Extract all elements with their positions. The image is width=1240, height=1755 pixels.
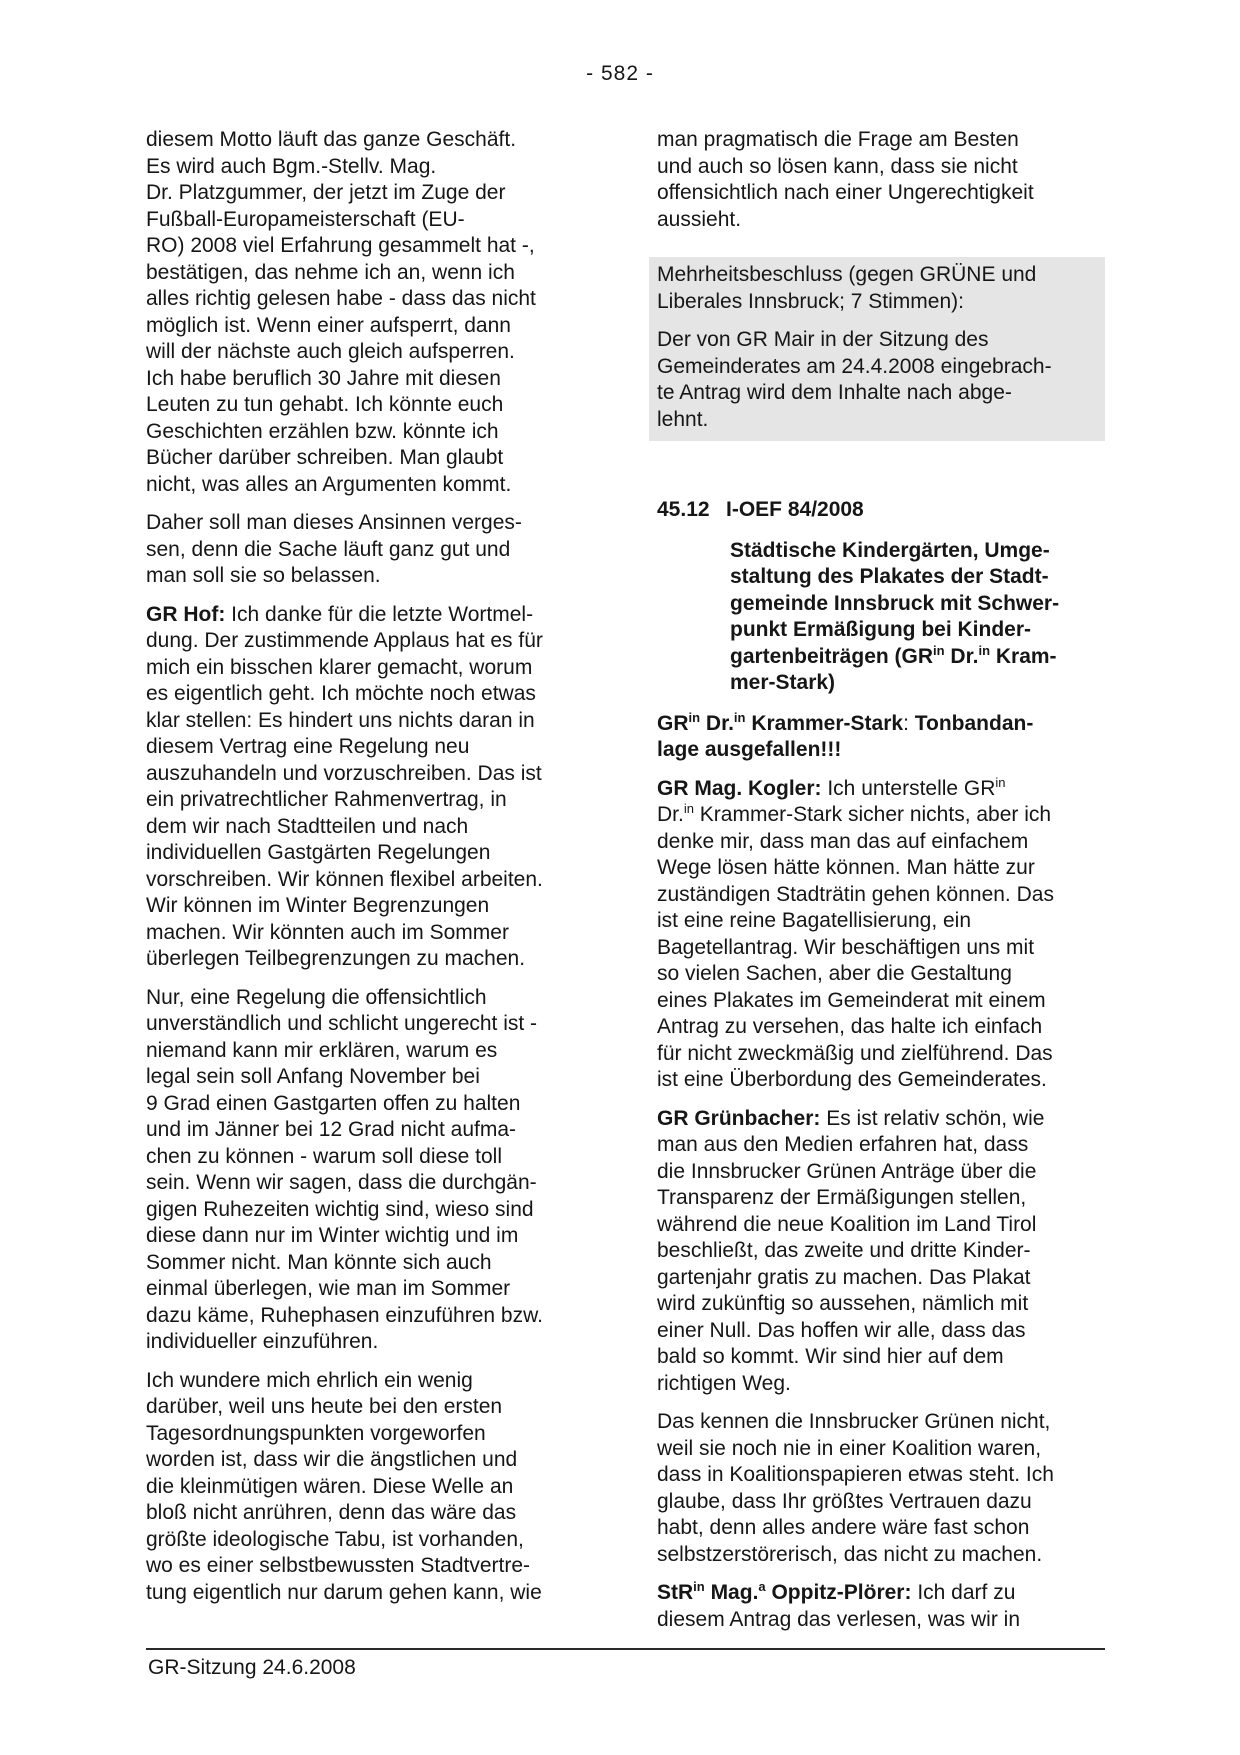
text-line	[657, 776, 1097, 803]
text-line: worden ist, dass wir die ängstlichen und	[146, 1448, 518, 1471]
text-line: dung. Der zustimmende Applaus hat es für	[146, 629, 543, 652]
page-number: - 582 -	[586, 62, 654, 85]
paragraph	[146, 510, 556, 590]
text-line: bloß nicht anrühren, denn das wäre das	[146, 1501, 517, 1524]
agenda-item-heading	[657, 497, 1097, 524]
bold-text: Oppitz-Plörer:	[765, 1581, 912, 1604]
text-line: Ich habe beruflich 30 Jahre mit diesen	[146, 366, 501, 390]
superscript-text: in	[978, 642, 991, 658]
footer-divider	[146, 1648, 1105, 1650]
paragraph	[146, 127, 556, 498]
text-line: klar stellen: Es hindert uns nichts daran in	[146, 708, 535, 732]
text-line: lehnt.	[657, 407, 709, 431]
text-line: so vielen Sachen, aber die Gestaltung	[657, 962, 1012, 985]
text-line: man aus den Medien erfahren hat, dass	[657, 1133, 1029, 1156]
text-line: und im Jänner bei 12 Grad nicht aufma-	[146, 1118, 517, 1141]
text-line: vorschreiben. Wir können flexibel arbeiten.	[146, 867, 543, 891]
text-line: habt, denn alles andere wäre fast schon	[657, 1516, 1030, 1539]
decision-highlight-box	[649, 257, 1105, 441]
paragraph	[146, 985, 556, 1356]
text-line: selbstzerstörerisch, das nicht zu machen.	[657, 1542, 1043, 1566]
text-line: einer Null. Das hoffen wir alle, dass das	[657, 1318, 1026, 1342]
bold-text: Krammer-Stark sicher nichts, aber ich	[693, 803, 1052, 826]
bold-text: Ich unterstelle GR	[821, 776, 996, 800]
text-line: die Innsbrucker Grünen Anträge über die	[657, 1159, 1037, 1183]
text-line: diesem Motto läuft das ganze Geschäft.	[146, 128, 517, 151]
superscript-text: in	[693, 1579, 705, 1594]
agenda-item-number: 45.12	[657, 498, 710, 521]
superscript-text: in	[933, 642, 945, 658]
text-line: sein. Wenn wir sagen, dass die durchgän-	[146, 1171, 537, 1194]
bold-text: Krammer-Stark	[745, 711, 904, 735]
text-line: sen, denn die Sache läuft ganz gut und	[146, 537, 511, 561]
text-line: diesem Vertrag eine Regelung neu	[146, 735, 470, 758]
bold-text: gartenbeiträgen (GR	[730, 644, 934, 668]
text-line: dass in Koalitionspapieren etwas steht. Ich	[657, 1463, 1054, 1486]
text-line: zuständigen Stadträtin gehen können. Das	[657, 882, 1054, 906]
text-line: Sommer nicht. Man könnte sich auch	[146, 1250, 492, 1274]
superscript-text: in	[733, 709, 746, 725]
text-line	[146, 602, 556, 629]
text-line: 9 Grad einen Gastgarten offen zu halten	[146, 1091, 521, 1115]
text-line: Der von GR Mair in der Sitzung des	[657, 328, 989, 351]
text-line: einmal überlegen, wie man im Sommer	[146, 1277, 511, 1300]
paragraph	[657, 711, 1097, 764]
bold-text: GR Hof:	[146, 602, 226, 626]
paragraph	[657, 127, 1097, 233]
text-line	[657, 1106, 1097, 1133]
text-line: staltung des Plakates der Stadt-	[730, 565, 1049, 588]
bold-text: GR Mag. Kogler:	[657, 776, 822, 800]
text-line: unverständlich und schlicht ungerecht ist -	[146, 1012, 538, 1035]
text-line: chen zu können - warum soll diese toll	[146, 1144, 503, 1168]
agenda-item-id: I-OEF 84/2008	[726, 498, 864, 521]
text-line: Geschichten erzählen bzw. könnte ich	[146, 419, 499, 443]
paragraph	[657, 1409, 1097, 1568]
text-line: Wege lösen hätte können. Man hätte zur	[657, 856, 1035, 879]
text-line: man soll sie so belassen.	[146, 564, 381, 587]
paragraph	[657, 776, 1097, 1094]
text-line: eines Plakates im Gemeinderat mit einem	[657, 988, 1046, 1012]
bold-text: Dr.	[700, 711, 734, 735]
text-line: weil sie noch nie in einer Koalition waren,	[657, 1436, 1042, 1460]
text-line: Das kennen die Innsbrucker Grünen nicht,	[657, 1410, 1051, 1433]
bold-text: Ich danke für die letzte Wortmel-	[225, 602, 534, 626]
bold-text: Dr.	[657, 803, 684, 826]
bold-text: :	[903, 711, 915, 735]
bold-text: Mag.	[704, 1581, 759, 1604]
text-line: bald so kommt. Wir sind hier auf dem	[657, 1345, 1004, 1368]
text-line: Städtische Kindergärten, Umge-	[730, 538, 1050, 562]
text-line: te Antrag wird dem Inhalte nach abge-	[657, 381, 1012, 404]
text-line: Bücher darüber schreiben. Man glaubt	[146, 446, 504, 469]
text-line	[730, 644, 1097, 671]
text-line: gemeinde Innsbruck mit Schwer-	[730, 591, 1060, 615]
text-line: Nur, eine Regelung die offensichtlich	[146, 985, 487, 1009]
right-column	[657, 127, 1097, 1645]
text-line: legal sein soll Anfang November bei	[146, 1065, 480, 1088]
text-line: Dr. Platzgummer, der jetzt im Zuge der	[146, 181, 506, 204]
text-line: Gemeinderates am 24.4.2008 eingebrach-	[657, 354, 1052, 378]
text-line: Transparenz der Ermäßigungen stellen,	[657, 1186, 1027, 1209]
text-line: individueller einzuführen.	[146, 1330, 379, 1353]
bold-text: GR	[657, 711, 689, 735]
text-line: Antrag zu versehen, das halte ich einfach	[657, 1015, 1043, 1038]
text-line: wo es einer selbstbewussten Stadtvertre-	[146, 1554, 531, 1577]
text-line: gartenjahr gratis zu machen. Das Plakat	[657, 1265, 1031, 1289]
text-line: diesem Antrag das verlesen, was wir in	[657, 1607, 1020, 1631]
bold-text: GR Grünbacher:	[657, 1106, 821, 1130]
text-line: denke mir, dass man das auf einfachem	[657, 829, 1029, 853]
text-line: will der nächste auch gleich aufsperren.	[146, 340, 515, 363]
text-line: darüber, weil uns heute bei den ersten	[146, 1395, 503, 1418]
left-column	[146, 127, 556, 1618]
text-line: ein privatrechtlicher Rahmenvertrag, in	[146, 788, 507, 811]
text-line: Mehrheitsbeschluss (gegen GRÜNE und	[657, 263, 1037, 286]
bold-text: Dr.	[944, 644, 979, 668]
text-line	[657, 737, 1097, 764]
text-line: nicht, was alles an Argumenten kommt.	[146, 472, 512, 496]
agenda-item-title	[657, 538, 1097, 697]
bold-text: lage ausgefallen!!!	[657, 738, 842, 761]
text-line: alles richtig gelesen habe - dass das nicht	[146, 287, 536, 310]
text-line: gigen Ruhezeiten wichtig sind, wieso sind	[146, 1197, 534, 1221]
text-line: mer-Stark)	[730, 671, 836, 694]
text-line: möglich ist. Wenn einer aufsperrt, dann	[146, 313, 511, 337]
bold-text: Kram-	[990, 644, 1057, 668]
text-line: Ich wundere mich ehrlich ein wenig	[146, 1368, 473, 1392]
text-line: auszuhandeln und vorzuschreiben. Das ist	[146, 761, 542, 785]
text-line: Fußball-Europameisterschaft (EU-	[146, 207, 465, 231]
text-line: glaube, dass Ihr größtes Vertrauen dazu	[657, 1489, 1032, 1513]
superscript-text: a	[758, 1579, 766, 1594]
text-line: RO) 2008 viel Erfahrung gesammelt hat -,	[146, 234, 535, 257]
text-line: ist eine reine Bagatellisierung, ein	[657, 909, 972, 932]
text-line	[657, 711, 1097, 738]
text-line: tung eigentlich nur darum gehen kann, wie	[146, 1580, 542, 1604]
text-line: Es wird auch Bgm.-Stellv. Mag.	[146, 154, 437, 178]
text-line: beschließt, das zweite und dritte Kinder-	[657, 1239, 1031, 1262]
text-line: für nicht zweckmäßig und zielführend. Das	[657, 1041, 1053, 1065]
superscript-text: in	[688, 709, 701, 725]
text-line: Daher soll man dieses Ansinnen verges-	[146, 511, 522, 534]
text-line: dem wir nach Stadtteilen und nach	[146, 814, 469, 838]
text-line: bestätigen, das nehme ich an, wenn ich	[146, 260, 515, 284]
paragraph	[146, 602, 556, 973]
text-line: niemand kann mir erklären, warum es	[146, 1038, 498, 1062]
text-line: individuellen Gastgärten Regelungen	[146, 841, 491, 864]
text-line: dazu käme, Ruhephasen einzuführen bzw.	[146, 1303, 543, 1327]
text-line: punkt Ermäßigung bei Kinder-	[730, 618, 1032, 641]
decision-paragraph	[657, 262, 1097, 315]
text-line: größte ideologische Tabu, ist vorhanden,	[146, 1527, 524, 1551]
superscript-text: in	[683, 801, 694, 816]
superscript-text: in	[995, 774, 1006, 790]
text-line: Bagetellantrag. Wir beschäftigen uns mit	[657, 935, 1035, 959]
text-line: man pragmatisch die Frage am Besten	[657, 128, 1019, 151]
text-line: offensichtlich nach einer Ungerechtigkeit	[657, 181, 1034, 204]
text-line: richtigen Weg.	[657, 1371, 791, 1395]
text-line: mich ein bisschen klarer gemacht, worum	[146, 655, 533, 679]
bold-text: Ich darf zu	[911, 1581, 1016, 1604]
text-line: die kleinmütigen wären. Diese Welle an	[146, 1474, 514, 1498]
bold-text: Es ist relativ schön, wie	[820, 1106, 1045, 1130]
paragraph	[657, 1580, 1097, 1633]
text-line: Liberales Innsbruck; 7 Stimmen):	[657, 289, 964, 313]
text-line	[657, 1580, 1097, 1607]
text-line: Tagesordnungspunkten vorgeworfen	[146, 1421, 486, 1445]
decision-paragraph	[657, 327, 1097, 433]
paragraph	[657, 1106, 1097, 1398]
footer-session-label: GR-Sitzung 24.6.2008	[148, 1656, 356, 1679]
paragraph	[146, 1368, 556, 1607]
bold-text: Tonbandan-	[914, 711, 1034, 735]
text-line: überlegen Teilbegrenzungen zu machen.	[146, 947, 526, 970]
text-line: und auch so lösen kann, dass sie nicht	[657, 154, 1018, 178]
text-line: ist eine Überbordung des Gemeinderates.	[657, 1068, 1047, 1091]
text-line: diese dann nur im Winter wichtig und im	[146, 1224, 519, 1247]
text-line: es eigentlich geht. Ich möchte noch etwas	[146, 682, 536, 705]
bold-text: StR	[657, 1581, 694, 1604]
text-line: machen. Wir könnten auch im Sommer	[146, 920, 509, 944]
text-line: Wir können im Winter Begrenzungen	[146, 894, 490, 917]
text-line: während die neue Koalition im Land Tirol	[657, 1212, 1037, 1236]
text-line: aussieht.	[657, 207, 742, 231]
text-line	[657, 802, 1097, 829]
text-line: Leuten zu tun gehabt. Ich könnte euch	[146, 393, 504, 416]
text-line: wird zukünftig so aussehen, nämlich mit	[657, 1292, 1029, 1315]
